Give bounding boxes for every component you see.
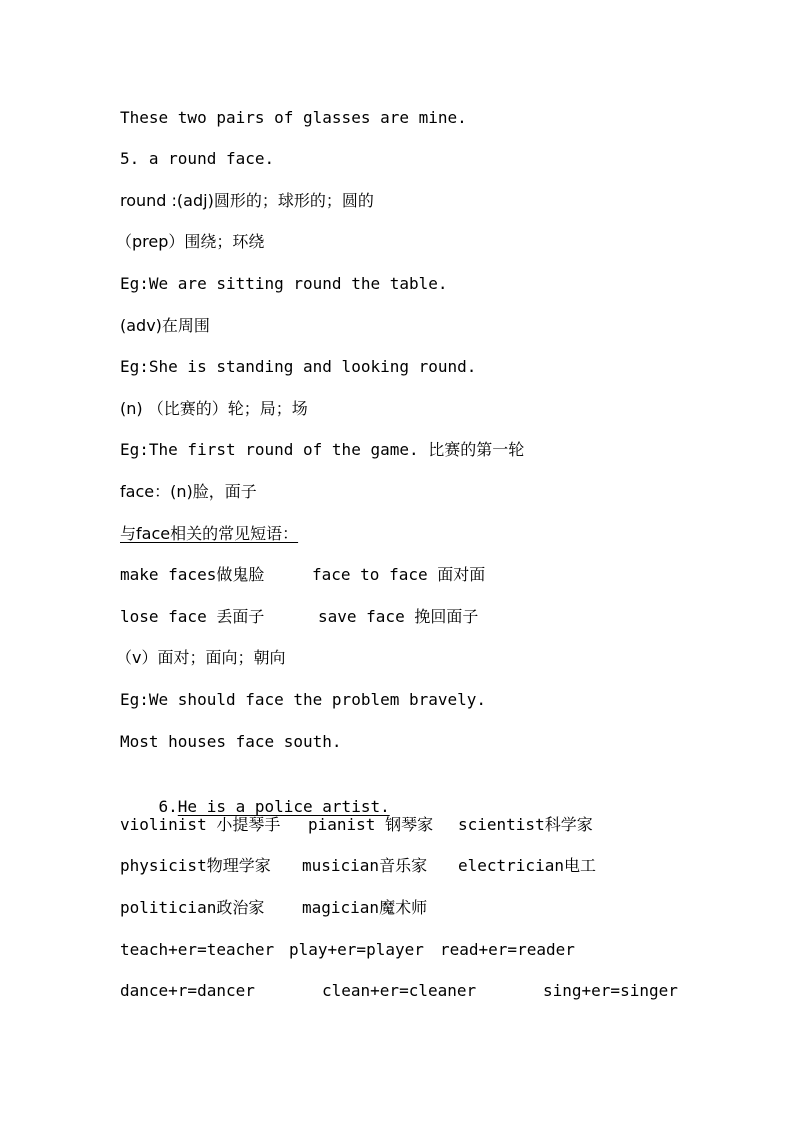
- word-electrician: electrician电工: [458, 856, 596, 875]
- face-noun-definition: face：(n)脸，面子: [120, 482, 257, 501]
- occupation-row-3: [120, 896, 720, 920]
- face-phrases-heading: 与face相关的常见短语：: [120, 524, 299, 543]
- round-prep-definition: （prep）围绕；环绕: [116, 232, 265, 251]
- example-first-round: Eg:The first round of the game. 比赛的第一轮: [120, 440, 525, 459]
- item-6-sentence: He is a police artist.: [177, 797, 390, 816]
- phrase-row-2: [120, 605, 720, 629]
- example-looking-round: Eg:She is standing and looking round.: [120, 357, 477, 376]
- item-6-number: 6.: [158, 797, 178, 816]
- formation-teacher: teach+er=teacher: [120, 940, 275, 959]
- occupation-row-2: [120, 854, 720, 878]
- word-formation-row-2: [120, 979, 720, 1003]
- word-formation-row-1: [120, 938, 720, 962]
- formation-cleaner: clean+er=cleaner: [322, 981, 477, 1000]
- example-round-table: Eg:We are sitting round the table.: [120, 274, 448, 293]
- occupation-row-1: [120, 813, 720, 837]
- phrase-save-face: save face 挽回面子: [318, 607, 479, 626]
- word-scientist: scientist科学家: [458, 815, 593, 834]
- face-verb-definition: （v）面对；面向；朝向: [116, 648, 286, 667]
- phrase-row-1: [120, 563, 720, 587]
- formation-singer: sing+er=singer: [543, 981, 678, 1000]
- word-violinist: violinist 小提琴手: [120, 815, 281, 834]
- formation-dancer: dance+r=dancer: [120, 981, 255, 1000]
- word-magician: magician魔术师: [302, 898, 428, 917]
- formation-player: play+er=player: [289, 940, 424, 959]
- word-musician: musician音乐家: [302, 856, 428, 875]
- word-physicist: physicist物理学家: [120, 856, 271, 875]
- example-sentence-glasses: These two pairs of glasses are mine.: [120, 108, 467, 127]
- example-face-problem: Eg:We should face the problem bravely.: [120, 690, 487, 709]
- round-adv-definition: (adv)在周围: [120, 316, 210, 335]
- word-pianist: pianist 钢琴家: [308, 815, 434, 834]
- phrase-lose-face: lose face 丢面子: [120, 607, 265, 626]
- phrase-make-faces: make faces做鬼脸: [120, 565, 265, 584]
- item-6-heading: [120, 771, 520, 816]
- phrase-face-to-face: face to face 面对面: [312, 565, 486, 584]
- round-adj-definition: round :(adj)圆形的；球形的；圆的: [120, 191, 374, 210]
- formation-reader: read+er=reader: [440, 940, 575, 959]
- word-politician: politician政治家: [120, 898, 265, 917]
- item-5-heading: 5. a round face.: [120, 149, 275, 168]
- round-noun-definition: (n) （比赛的）轮；局；场: [120, 399, 308, 418]
- example-houses-south: Most houses face south.: [120, 732, 342, 751]
